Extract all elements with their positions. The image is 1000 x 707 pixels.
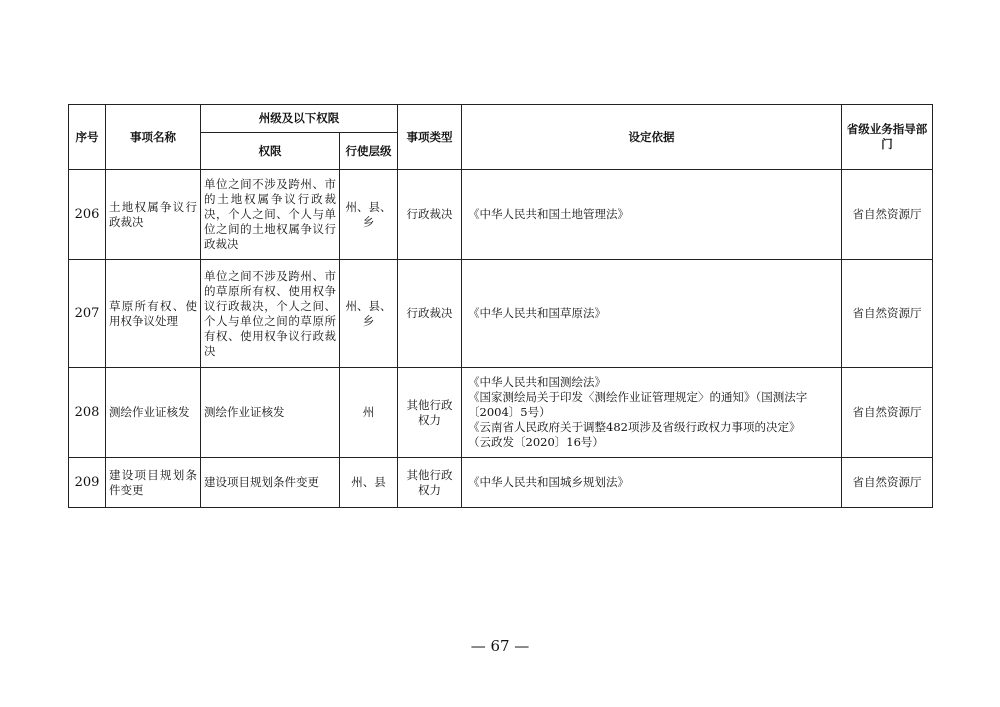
header-row-1 [69, 105, 933, 133]
row-name: 草原所有权、使用权争议处理 [106, 260, 201, 368]
row-basis [462, 170, 842, 260]
row-dept: 省自然资源厅 [842, 260, 933, 368]
basis-line: 《国家测绘局关于印发〈测绘作业证管理规定〉的通知》（国测法字 [468, 390, 808, 404]
basis-line: 《中华人民共和国草原法》 [468, 306, 606, 320]
row-dept: 省自然资源厅 [842, 368, 933, 458]
page-number: — 67 — [470, 637, 530, 655]
row-authority: 单位之间不涉及跨州、市的土地权属争议行政裁决，个人之间、个人与单位之间的土地权属争议行政裁决 [201, 170, 340, 260]
row-type: 其他行政权力 [398, 458, 462, 508]
header-type: 事项类型 [398, 105, 462, 170]
row-type: 行政裁决 [398, 260, 462, 368]
row-level: 州 [340, 368, 398, 458]
row-name: 测绘作业证核发 [106, 368, 201, 458]
row-dept: 省自然资源厅 [842, 458, 933, 508]
basis-line: （云政发〔2020〕16号） [468, 435, 604, 449]
row-type: 行政裁决 [398, 170, 462, 260]
row-seq: 209 [69, 458, 106, 508]
row-level: 州、县 [340, 458, 398, 508]
header-authority: 权限 [201, 133, 340, 170]
row-type: 其他行政权力 [398, 368, 462, 458]
header-level: 行使层级 [340, 133, 398, 170]
basis-line: 《中华人民共和国测绘法》 [468, 375, 606, 389]
basis-line: 〔2004〕5号） [468, 405, 551, 419]
row-name: 建设项目规划条件变更 [106, 458, 201, 508]
row-level: 州、县、乡 [340, 260, 398, 368]
authority-table [68, 104, 933, 508]
header-name: 事项名称 [106, 105, 201, 170]
row-authority: 单位之间不涉及跨州、市的草原所有权、使用权争议行政裁决，个人之间、个人与单位之间的草原所有权、使用权争议行政裁决 [201, 260, 340, 368]
basis-line: 《中华人民共和国土地管理法》 [468, 207, 629, 221]
row-basis [462, 368, 842, 458]
row-basis [462, 260, 842, 368]
row-seq: 206 [69, 170, 106, 260]
table-row [69, 368, 933, 458]
row-name: 土地权属争议行政裁决 [106, 170, 201, 260]
row-authority: 测绘作业证核发 [201, 368, 340, 458]
table-row [69, 260, 933, 368]
row-seq: 207 [69, 260, 106, 368]
header-seq: 序号 [69, 105, 106, 170]
header-basis: 设定依据 [462, 105, 842, 170]
basis-line: 《云南省人民政府关于调整482项涉及省级行政权力事项的决定》 [468, 420, 801, 434]
basis-line: 《中华人民共和国城乡规划法》 [468, 475, 629, 489]
table-row [69, 458, 933, 508]
row-basis [462, 458, 842, 508]
row-authority: 建设项目规划条件变更 [201, 458, 340, 508]
row-level: 州、县、乡 [340, 170, 398, 260]
table-row [69, 170, 933, 260]
row-dept: 省自然资源厅 [842, 170, 933, 260]
header-dept: 省级业务指导部门 [842, 105, 933, 170]
header-authority-group: 州级及以下权限 [201, 105, 398, 133]
row-seq: 208 [69, 368, 106, 458]
